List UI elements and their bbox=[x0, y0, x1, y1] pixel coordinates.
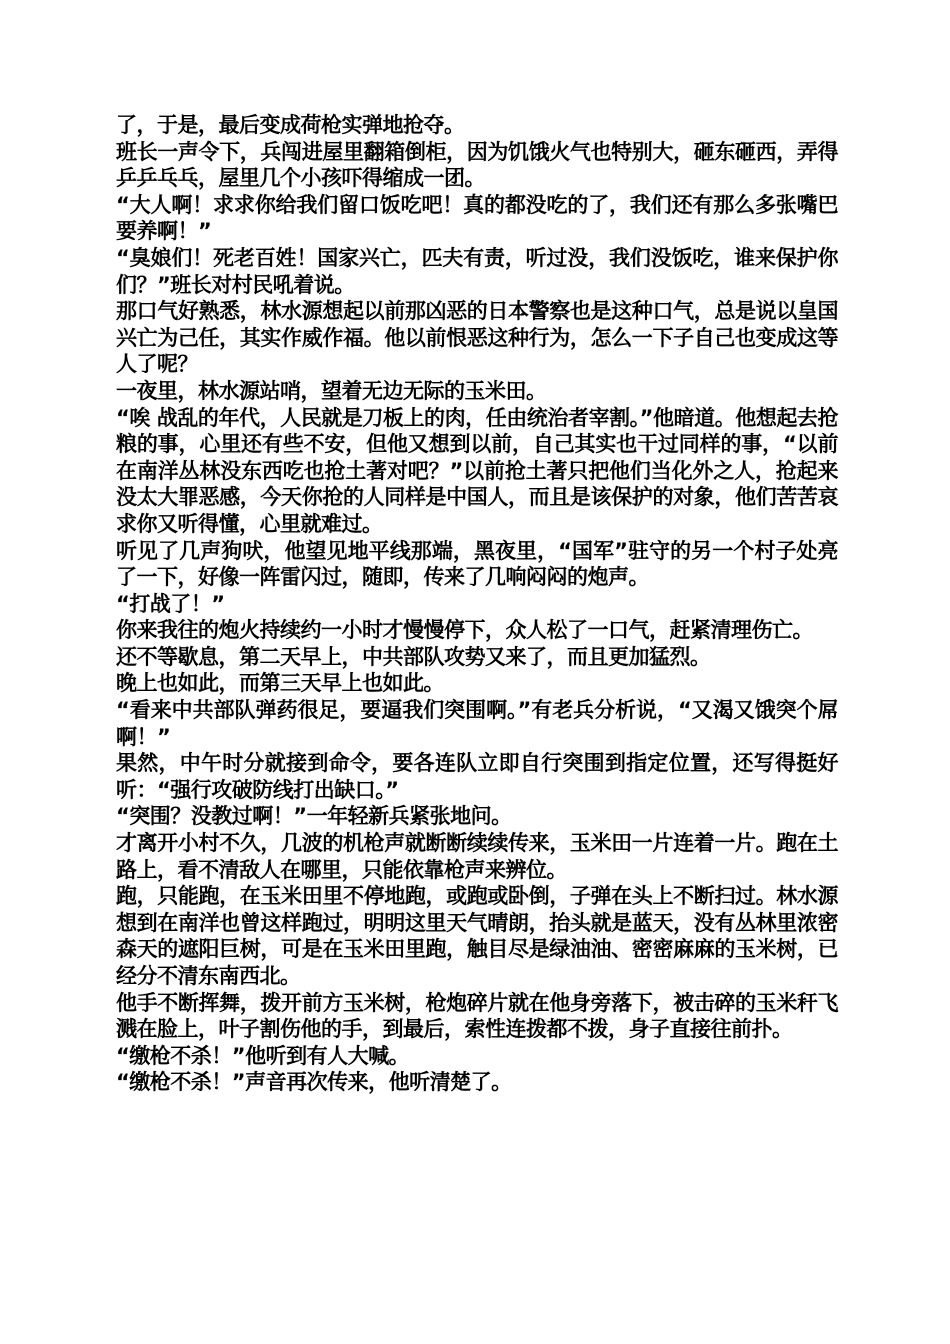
paragraph: 那口气好熟悉，林水源想起以前那凶恶的日本警察也是这种口气，总是说以皇国兴亡为己任，其实作威作福。他以前恨恶这种行为，怎么一下子自己也变成这等人了呢？ bbox=[116, 299, 838, 377]
paragraph: 听见了几声狗吠，他望见地平线那端，黑夜里，“国军”驻守的另一个村子处亮了一下，好像一阵雷闪过，随即，传来了几响闷闷的炮声。 bbox=[116, 538, 838, 590]
paragraph: “突围？没教过啊！”一年轻新兵紧张地问。 bbox=[116, 804, 512, 829]
paragraph: 了，于是，最后变成荷枪实弹地抢夺。 bbox=[116, 113, 465, 137]
paragraph: 你来我往的炮火持续约一小时才慢慢停下，众人松了一口气，赶紧清理伤亡。 bbox=[116, 618, 813, 643]
paragraph: 才离开小村不久，几波的机枪声就断断续续传来，玉米田一片连着一片。跑在土路上，看不清敌人在哪里，只能依靠枪声来辨位。 bbox=[116, 831, 838, 882]
paragraph: “看来中共部队弹药很足，要逼我们突围啊。”有老兵分析说，“又渴又饿突个屌啊！” bbox=[116, 698, 838, 749]
paragraph: “唉 战乱的年代，人民就是刀板上的肉，任由统治者宰割。”他暗道。他想起去抢粮的事，心里还有些不安，但他又想到以前，自己其实也干过同样的事，“以前在南洋丛林没东西吃也抢土著对吧？”以前抢土著只把他们当化外之人，抢起来没太大罪恶感，今天你抢的人同样是中国人，而且是该保护的对象，他们苦苦哀求你又听得懂，心里就难过。 bbox=[116, 405, 838, 536]
paragraph: 还不等歇息，第二天早上，中共部队攻势又来了，而且更加猛烈。 bbox=[116, 644, 711, 669]
paragraph: 晚上也如此，而第三天早上也如此。 bbox=[116, 671, 444, 696]
paragraph: 果然，中午时分就接到命令，要各连队立即自行突围到指定位置，还写得挺好听：“强行攻破防线打出缺口。” bbox=[116, 751, 838, 802]
paragraph: 他手不断挥舞，拨开前方玉米树，枪炮碎片就在他身旁落下，被击碎的玉米秆飞溅在脸上，叶子割伤他的手，到最后，索性连拨都不拨，身子直接往前扑。 bbox=[116, 990, 838, 1042]
document-page bbox=[116, 112, 838, 1096]
paragraph: 跑，只能跑，在玉米田里不停地跑，或跑或卧倒，子弹在头上不断扫过。林水源想到在南洋也曾这样跑过，明明这里天气晴朗，抬头就是蓝天，没有丛林里浓密森天的遮阳巨树，可是在玉米田里跑，触目尽是绿油油、密密麻麻的玉米树，已经分不清东南西北。 bbox=[116, 884, 838, 988]
paragraph: “臭娘们！死老百姓！国家兴亡，匹夫有责，听过没，我们没饭吃，谁来保护你们？”班长对村民吼着说。 bbox=[116, 245, 838, 297]
paragraph: “大人啊！求求你给我们留口饭吃吧！真的都没吃的了，我们还有那么多张嘴巴要养啊！” bbox=[116, 192, 838, 244]
paragraph: “缴枪不杀！”声音再次传来，他听清楚了。 bbox=[116, 1070, 512, 1095]
paragraph: 班长一声令下，兵闯进屋里翻箱倒柜，因为饥饿火气也特别大，砸东砸西，弄得乒乒乓乓，屋里几个小孩吓得缩成一团。 bbox=[116, 139, 838, 191]
paragraph: “缴枪不杀！”他听到有人大喊。 bbox=[116, 1043, 410, 1068]
paragraph: 一夜里，林水源站哨，望着无边无际的玉米田。 bbox=[116, 378, 547, 403]
paragraph: “打战了！” bbox=[116, 591, 225, 616]
